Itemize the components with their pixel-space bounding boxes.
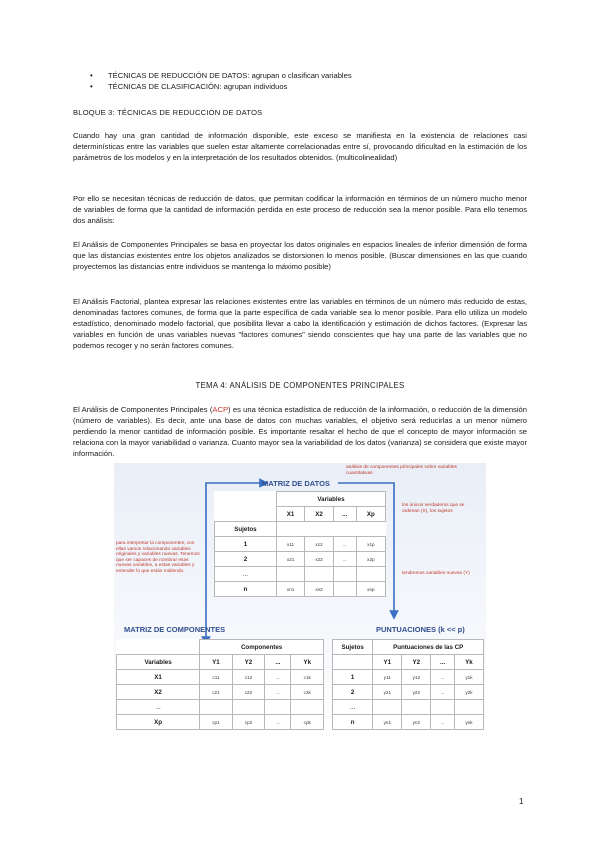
page-number: 1 [519, 797, 524, 806]
matriz-componentes-table [116, 639, 324, 730]
variables-header: Variables [276, 492, 385, 507]
column-header: ... [333, 507, 356, 522]
table-row [333, 670, 484, 685]
cell: c12 [232, 670, 265, 685]
table-row [333, 715, 484, 730]
table-row [117, 670, 324, 685]
table-row [215, 552, 386, 567]
bullet-list [90, 71, 520, 92]
matriz-datos-table [214, 491, 386, 597]
row-id: X1 [117, 670, 200, 685]
column-header: ... [431, 655, 454, 670]
note-right-2: tendremos variables nuevas (Y) [402, 571, 470, 576]
table-row [215, 567, 386, 582]
acp-text-before: El Análisis de Componentes Principales ( [73, 405, 213, 414]
row-id: Xp [117, 715, 200, 730]
cell: xn1 [276, 582, 304, 597]
acp-diagram [114, 463, 486, 747]
table-row [117, 700, 324, 715]
note-top: análisis de componentes principales sobre variables cuantitativas [346, 465, 457, 476]
cell: c1k [291, 670, 324, 685]
row-id: ... [215, 567, 277, 582]
paragraph-acp-definition [73, 405, 527, 460]
paragraph-analisis-factorial: El Análisis Factorial, plantea expresar las relaciones existentes entre las variables en términos de un número más reducido de estas, denominadas factores comunes, de forma que la parte específica de cada variable sea lo menor posible. Para ello utiliza un modelo estadístico, denominado modelo factorial, que posibilita llevar a cabo la identificación y estimación de dichos factores. (Expresar las variables en función de unas variables nuevas "factores comunes" siendo conscientes que hay una parte de las variables que no podemos recoger y no serán factores comunes. [73, 297, 527, 350]
cell: cpk [291, 715, 324, 730]
cell: c22 [232, 685, 265, 700]
tema4-heading: TEMA 4: ANÁLISIS DE COMPONENTES PRINCIPALES [195, 381, 405, 390]
cell: x12 [305, 537, 333, 552]
bullet-item: • TÉCNICAS DE REDUCCIÓN DE DATOS: agrupan o clasifican variables [90, 71, 520, 82]
note-right-1: los únicos verdaderos que se ordenan (X), los sujetos [402, 503, 465, 514]
column-header: Y2 [402, 655, 431, 670]
row-id: n [333, 715, 373, 730]
cell: yn2 [402, 715, 431, 730]
row-id: 2 [333, 685, 373, 700]
cell: x21 [276, 552, 304, 567]
cell: y22 [402, 685, 431, 700]
cell [333, 582, 356, 597]
row-id: 1 [215, 537, 277, 552]
cell: y11 [373, 670, 402, 685]
empty-cell [215, 492, 277, 522]
table-row [117, 715, 324, 730]
cell: xnp [356, 582, 385, 597]
matriz-componentes-title: MATRIZ DE COMPONENTES [124, 625, 226, 634]
acp-text-after: ) es una técnica estadística de reducción de la información, o reducción de la dimensión (número de variables). Es decir, ante una base de datos con muchas variables, el objetivo será reducirlas a un menor número perdiendo la menor cantidad de información posible. Es importante resaltar el hecho de que el concepto de mayor información se relaciona con la mayor variabilidad o varianza. Cuanto mayor sea la variabilidad de los datos (varianza) se considera que existe mayor información. [73, 405, 527, 458]
row-id: ... [333, 700, 373, 715]
cell: ... [431, 715, 454, 730]
cell: xn2 [305, 582, 333, 597]
cell: c2k [291, 685, 324, 700]
componentes-header: Componentes [200, 640, 324, 655]
table-row [333, 700, 484, 715]
puntuaciones-table [332, 639, 484, 730]
column-header: ... [265, 655, 291, 670]
paragraph-reduccion: Por ello se necesitan técnicas de reducción de datos, que permitan codificar la información en términos de un número mucho menor de variables de forma que la cantidad de información perdida en este proceso de reducción sea la menor posible. Para ello tenemos dos análisis: [73, 194, 527, 225]
table-row [333, 685, 484, 700]
puntuaciones-title: PUNTUACIONES (k << p) [376, 625, 465, 634]
note-left: para interpretar la componentes, con ellas vamos relacionando variables originales y variables nuevas. Tenemos que ser capaces de nombrar esas nuevas variables, a estas variables y entender lo que están midiendo. [116, 541, 200, 574]
cell: y2k [454, 685, 483, 700]
column-header: Y2 [232, 655, 265, 670]
table-row [215, 582, 386, 597]
cell: cp2 [232, 715, 265, 730]
table-row [117, 685, 324, 700]
acp-abbreviation: ACP [212, 405, 229, 414]
puntuaciones-header: Puntuaciones de las CP [373, 640, 484, 655]
cell: yn1 [373, 715, 402, 730]
cell: x11 [276, 537, 304, 552]
cell: c11 [200, 670, 233, 685]
cell: ... [265, 670, 291, 685]
row-id: 2 [215, 552, 277, 567]
column-header: X2 [305, 507, 333, 522]
row-header: Sujetos [333, 640, 373, 655]
cell: x1p [356, 537, 385, 552]
row-header: Variables [117, 655, 200, 670]
column-header: X1 [276, 507, 304, 522]
row-id: X2 [117, 685, 200, 700]
row-header: Sujetos [215, 522, 277, 537]
cell: x2p [356, 552, 385, 567]
cell: ynk [454, 715, 483, 730]
paragraph-multicolinealidad: Cuando hay una gran cantidad de información disponible, este exceso se manifiesta en la existencia de relaciones casi determinísticas entre las variables que suelen estar altamente correlacionadas entre sí, provocando dificultad en la estimación de los parámetros de los modelos y en la interpretación de los resultados obtenidos. (multicolinealidad) [73, 131, 527, 162]
cell: x22 [305, 552, 333, 567]
cell: ... [333, 537, 356, 552]
table-row [215, 522, 386, 537]
bullet-item: • TÉCNICAS DE CLASIFICACIÓN: agrupan individuos [90, 82, 520, 93]
cell: ... [431, 670, 454, 685]
table-row [215, 537, 386, 552]
cell: ... [333, 552, 356, 567]
cell: y21 [373, 685, 402, 700]
column-header: Yk [454, 655, 483, 670]
bloque3-heading: BLOQUE 3: TÉCNICAS DE REDUCCIÓN DE DATOS [73, 108, 263, 117]
column-header: Xp [356, 507, 385, 522]
column-header: Yk [291, 655, 324, 670]
paragraph-acp-intro: El Análisis de Componentes Principales se basa en proyectar los datos originales en espacios lineales de inferior dimensión de forma que las distancias existentes entre los objetos analizados se distorsionen lo menos posible. (Buscar dimensiones en las que cuando proyectemos las distancias entre individuos se mantenga lo máximo posible) [73, 240, 527, 271]
cell: c21 [200, 685, 233, 700]
row-id: 1 [333, 670, 373, 685]
cell: ... [265, 715, 291, 730]
row-id: ... [117, 700, 200, 715]
matriz-datos-title: MATRIZ DE DATOS [262, 479, 330, 488]
cell: cp1 [200, 715, 233, 730]
column-header: Y1 [373, 655, 402, 670]
cell: y1k [454, 670, 483, 685]
cell: ... [265, 685, 291, 700]
row-id: n [215, 582, 277, 597]
cell: ... [431, 685, 454, 700]
column-header: Y1 [200, 655, 233, 670]
cell: y12 [402, 670, 431, 685]
